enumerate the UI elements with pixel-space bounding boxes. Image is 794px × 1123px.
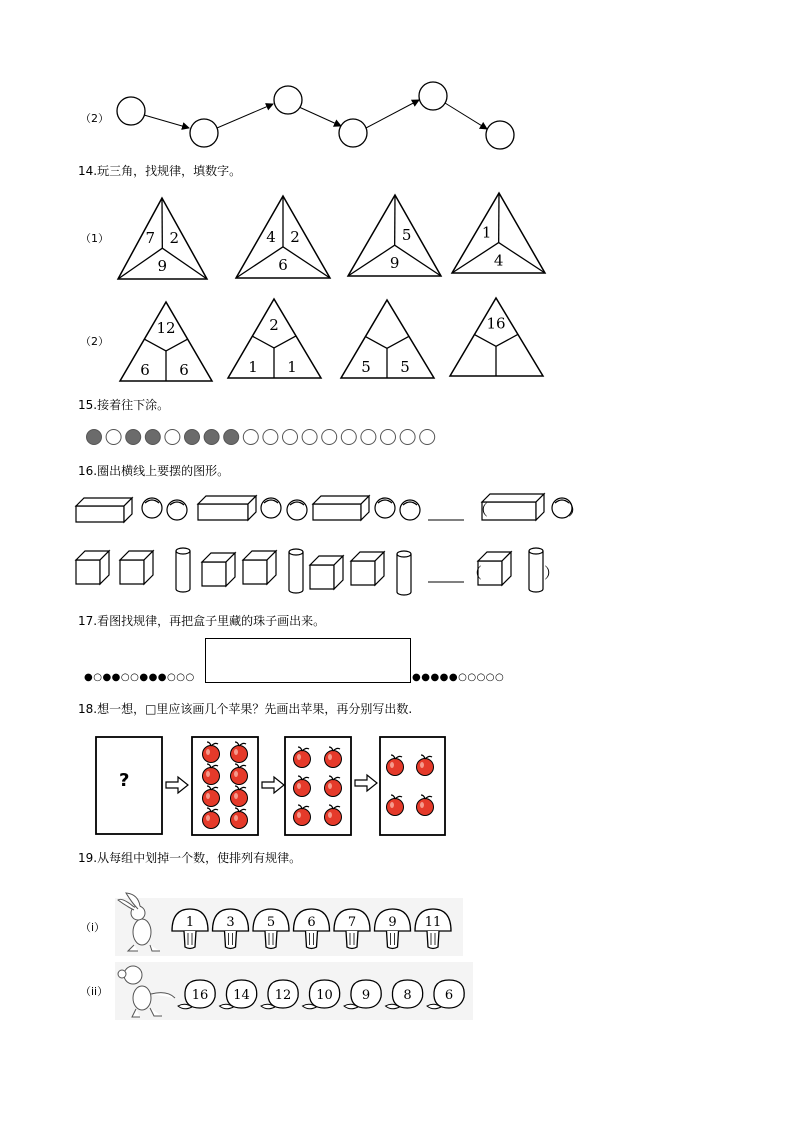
q14-tri-top-number: 16: [486, 314, 506, 333]
q19-peach-number: 12: [274, 988, 292, 1003]
q19-row1-label: （i）: [80, 921, 106, 934]
q14-tri-left-number: 5: [361, 358, 371, 376]
q16-row2-open-paren: （: [467, 564, 483, 582]
q14-tri-bottom-number: 9: [157, 257, 168, 276]
q14-tri-right-number: 2: [169, 229, 180, 248]
q14-tri-left-number: 4: [266, 227, 276, 246]
q19-title: 19.从每组中划掉一个数，使排列有规律。: [78, 851, 302, 865]
q18-question-mark: ?: [119, 770, 130, 791]
q19-peach-number: 8: [403, 988, 412, 1003]
q19-peach-number: 14: [233, 988, 250, 1003]
q14-tri-bottom-number: 4: [493, 251, 504, 270]
q19-row2-label: （ii）: [80, 985, 109, 998]
q13-part2-label: （2）: [80, 112, 109, 125]
q19-peach-number: 16: [191, 988, 209, 1003]
q14-tri-left-number: 1: [481, 223, 492, 242]
q17-title: 17.看图找规律，再把盒子里藏的珠子画出来。: [78, 614, 326, 628]
q19-mushroom-number: 7: [347, 915, 357, 930]
q19-mushroom-number: 6: [307, 915, 316, 930]
q19-mushroom-number: 1: [185, 915, 195, 930]
q15-title: 15.接着往下涂。: [78, 398, 170, 412]
q14-tri-right-number: 6: [179, 361, 189, 379]
q19-mushroom-number: 11: [424, 915, 442, 930]
q19-mushroom-number: 5: [266, 915, 276, 930]
q14-tri-top-number: 2: [269, 315, 279, 334]
q14-tri-right-number: 1: [287, 358, 297, 376]
q14-tri-left-number: 1: [248, 358, 258, 376]
q14-title: 14.玩三角，找规律，填数字。: [78, 164, 242, 178]
q14-tri-right-number: 5: [400, 358, 410, 376]
q19-peach-number: 6: [444, 988, 454, 1003]
q14-tri-right-number: 2: [290, 227, 300, 246]
q16-row1-open-paren: （: [473, 501, 489, 519]
q18-title: 18.想一想，□里应该画几个苹果？先画出苹果，再分别写出数.: [78, 702, 413, 716]
q16-row2-close-paren: ）: [544, 564, 560, 582]
q17-right-beads: ●●●●●○○○○○: [412, 672, 505, 683]
q19-mushroom-number: 9: [388, 915, 397, 930]
q14-tri-top-number: 12: [156, 318, 176, 337]
q16-row1-close-paren: ）: [568, 501, 584, 519]
q14-tri-bottom-number: 6: [278, 255, 288, 274]
q14-tri-bottom-number: 9: [389, 254, 400, 273]
q19-mushroom-number: 3: [226, 915, 235, 930]
q14-tri-left-number: 6: [140, 361, 150, 379]
q14-part2-label: （2）: [80, 335, 109, 348]
q14-tri-right-number: 5: [401, 226, 412, 245]
q14-part1-label: （1）: [80, 232, 109, 245]
q19-peach-number: 10: [316, 988, 333, 1003]
q16-title: 16.圈出横线上要摆的图形。: [78, 464, 230, 478]
q14-tri-left-number: 7: [145, 229, 156, 248]
q17-left-beads: ●○●●○○●●●○○○: [84, 672, 195, 683]
q19-peach-number: 9: [361, 988, 371, 1003]
